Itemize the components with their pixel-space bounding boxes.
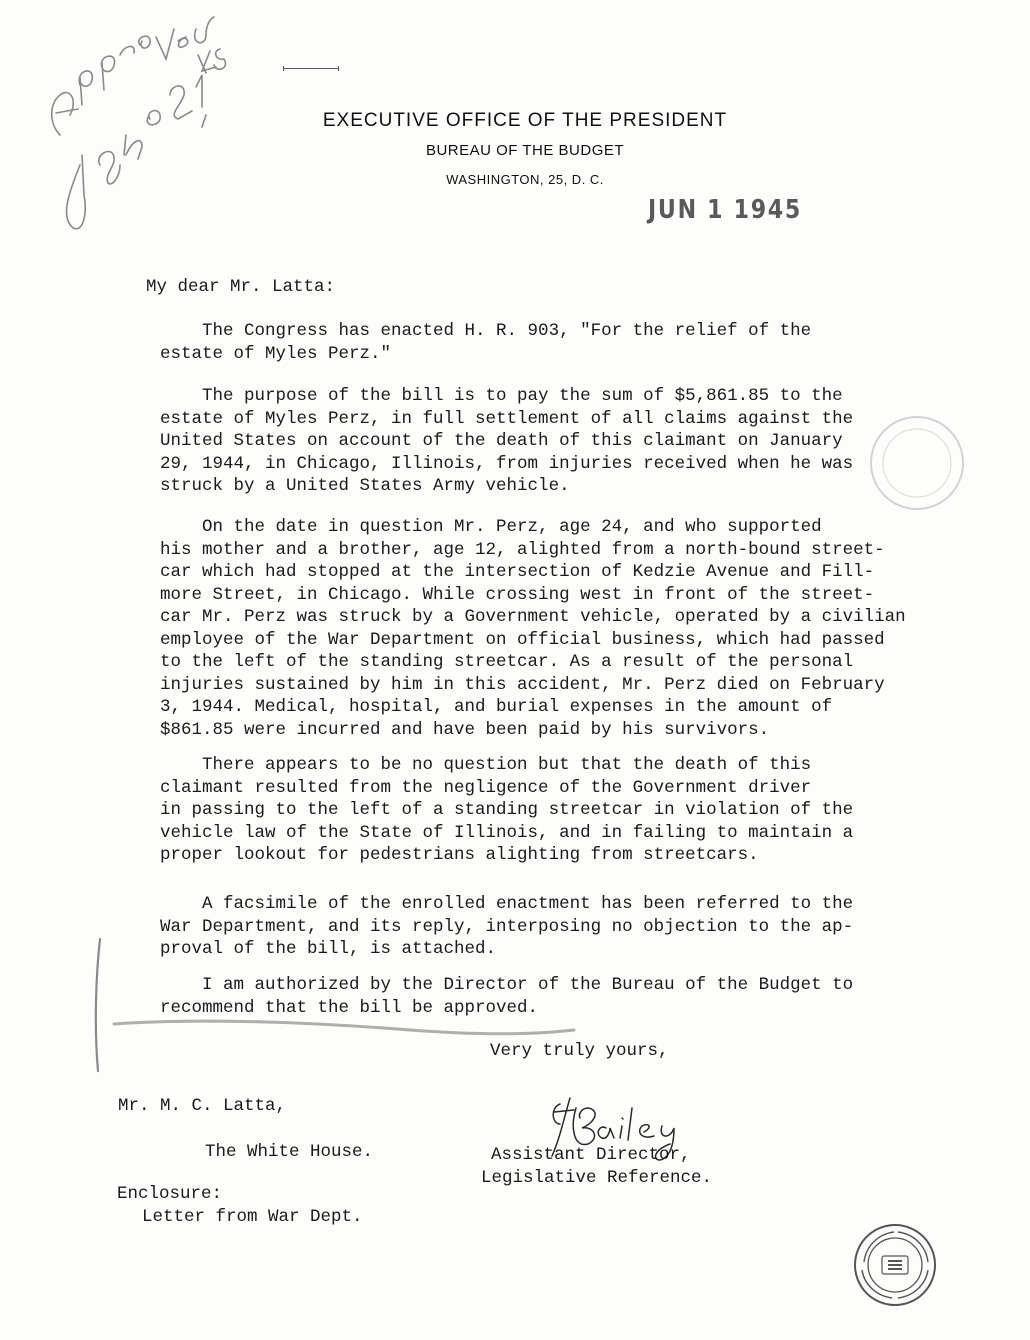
paragraph-2: The purpose of the bill is to pay the sum of $5,861.85 to the estate of Myles Perz, in full settlement of all claims against the United States on account of the death of this claimant on January 29, 1944, in Chicago, Illinois, from injuries received when he was struck by a United States Army vehicle. xyxy=(160,386,854,496)
paragraph-6: I am authorized by the Director of the Bureau of the Budget to recommend that the bill be approved. xyxy=(160,975,854,1018)
addressee-location: The White House. xyxy=(205,1142,374,1162)
letterhead-bureau: BUREAU OF THE BUDGET xyxy=(425,142,625,159)
paragraph-4: There appears to be no question but that the death of this claimant resulted from the negligence of the Government driver in passing to the left of a standing streetcar in violation of the vehicle law of the State of Illinois, and in failing to maintain a proper lookout for pedestrians alighting from streetcars. xyxy=(160,755,854,865)
letterhead-office: EXECUTIVE OFFICE OF THE PRESIDENT xyxy=(322,110,728,131)
library-archive-seal xyxy=(852,1222,938,1308)
signature-title-2: Legislative Reference. xyxy=(481,1168,713,1188)
letterhead-address: WASHINGTON, 25, D. C. xyxy=(446,172,604,187)
date-stamp: JUN 1 1945 xyxy=(648,195,802,225)
pencil-underline-stroke xyxy=(110,1008,580,1042)
enclosure-label: Enclosure: xyxy=(117,1184,223,1204)
signature-title-1: Assistant Director, xyxy=(491,1145,691,1165)
top-dash-mark xyxy=(283,68,339,69)
enclosure-item: Letter from War Dept. xyxy=(142,1207,363,1227)
addressee-name: Mr. M. C. Latta, xyxy=(118,1096,287,1116)
paragraph-5: A facsimile of the enrolled enactment has been referred to the War Department, and its reply, interposing no objection to the ap- proval of the bill, is attached. xyxy=(160,894,854,959)
closing: Very truly yours, xyxy=(490,1041,669,1061)
paragraph-1: The Congress has enacted H. R. 903, "For the relief of the estate of Myles Perz." xyxy=(160,321,812,364)
faint-library-stamp xyxy=(855,408,975,518)
pencil-margin-bracket xyxy=(86,935,116,1075)
paragraph-3: On the date in question Mr. Perz, age 24, and who supported his mother and a brother, age 12, alighted from a north-bound street- car which had stopped at the intersection of Kedzie Avenue and Fill- more Street, in Chicago. While crossing west in front of the street- car Mr. Perz was struck by a Government vehicle, operated by a civilian employee of the War Department on official business, which had passed to the left of the standing streetcar. As a result of the personal injuries sustained by him in this accident, Mr. Perz died on February 3, 1944. Medical, hospital, and burial expenses in the amount of $861.85 were incurred and have been paid by his survivors. xyxy=(160,517,906,740)
salutation: My dear Mr. Latta: xyxy=(146,277,336,297)
handwritten-approval-note xyxy=(20,15,250,255)
